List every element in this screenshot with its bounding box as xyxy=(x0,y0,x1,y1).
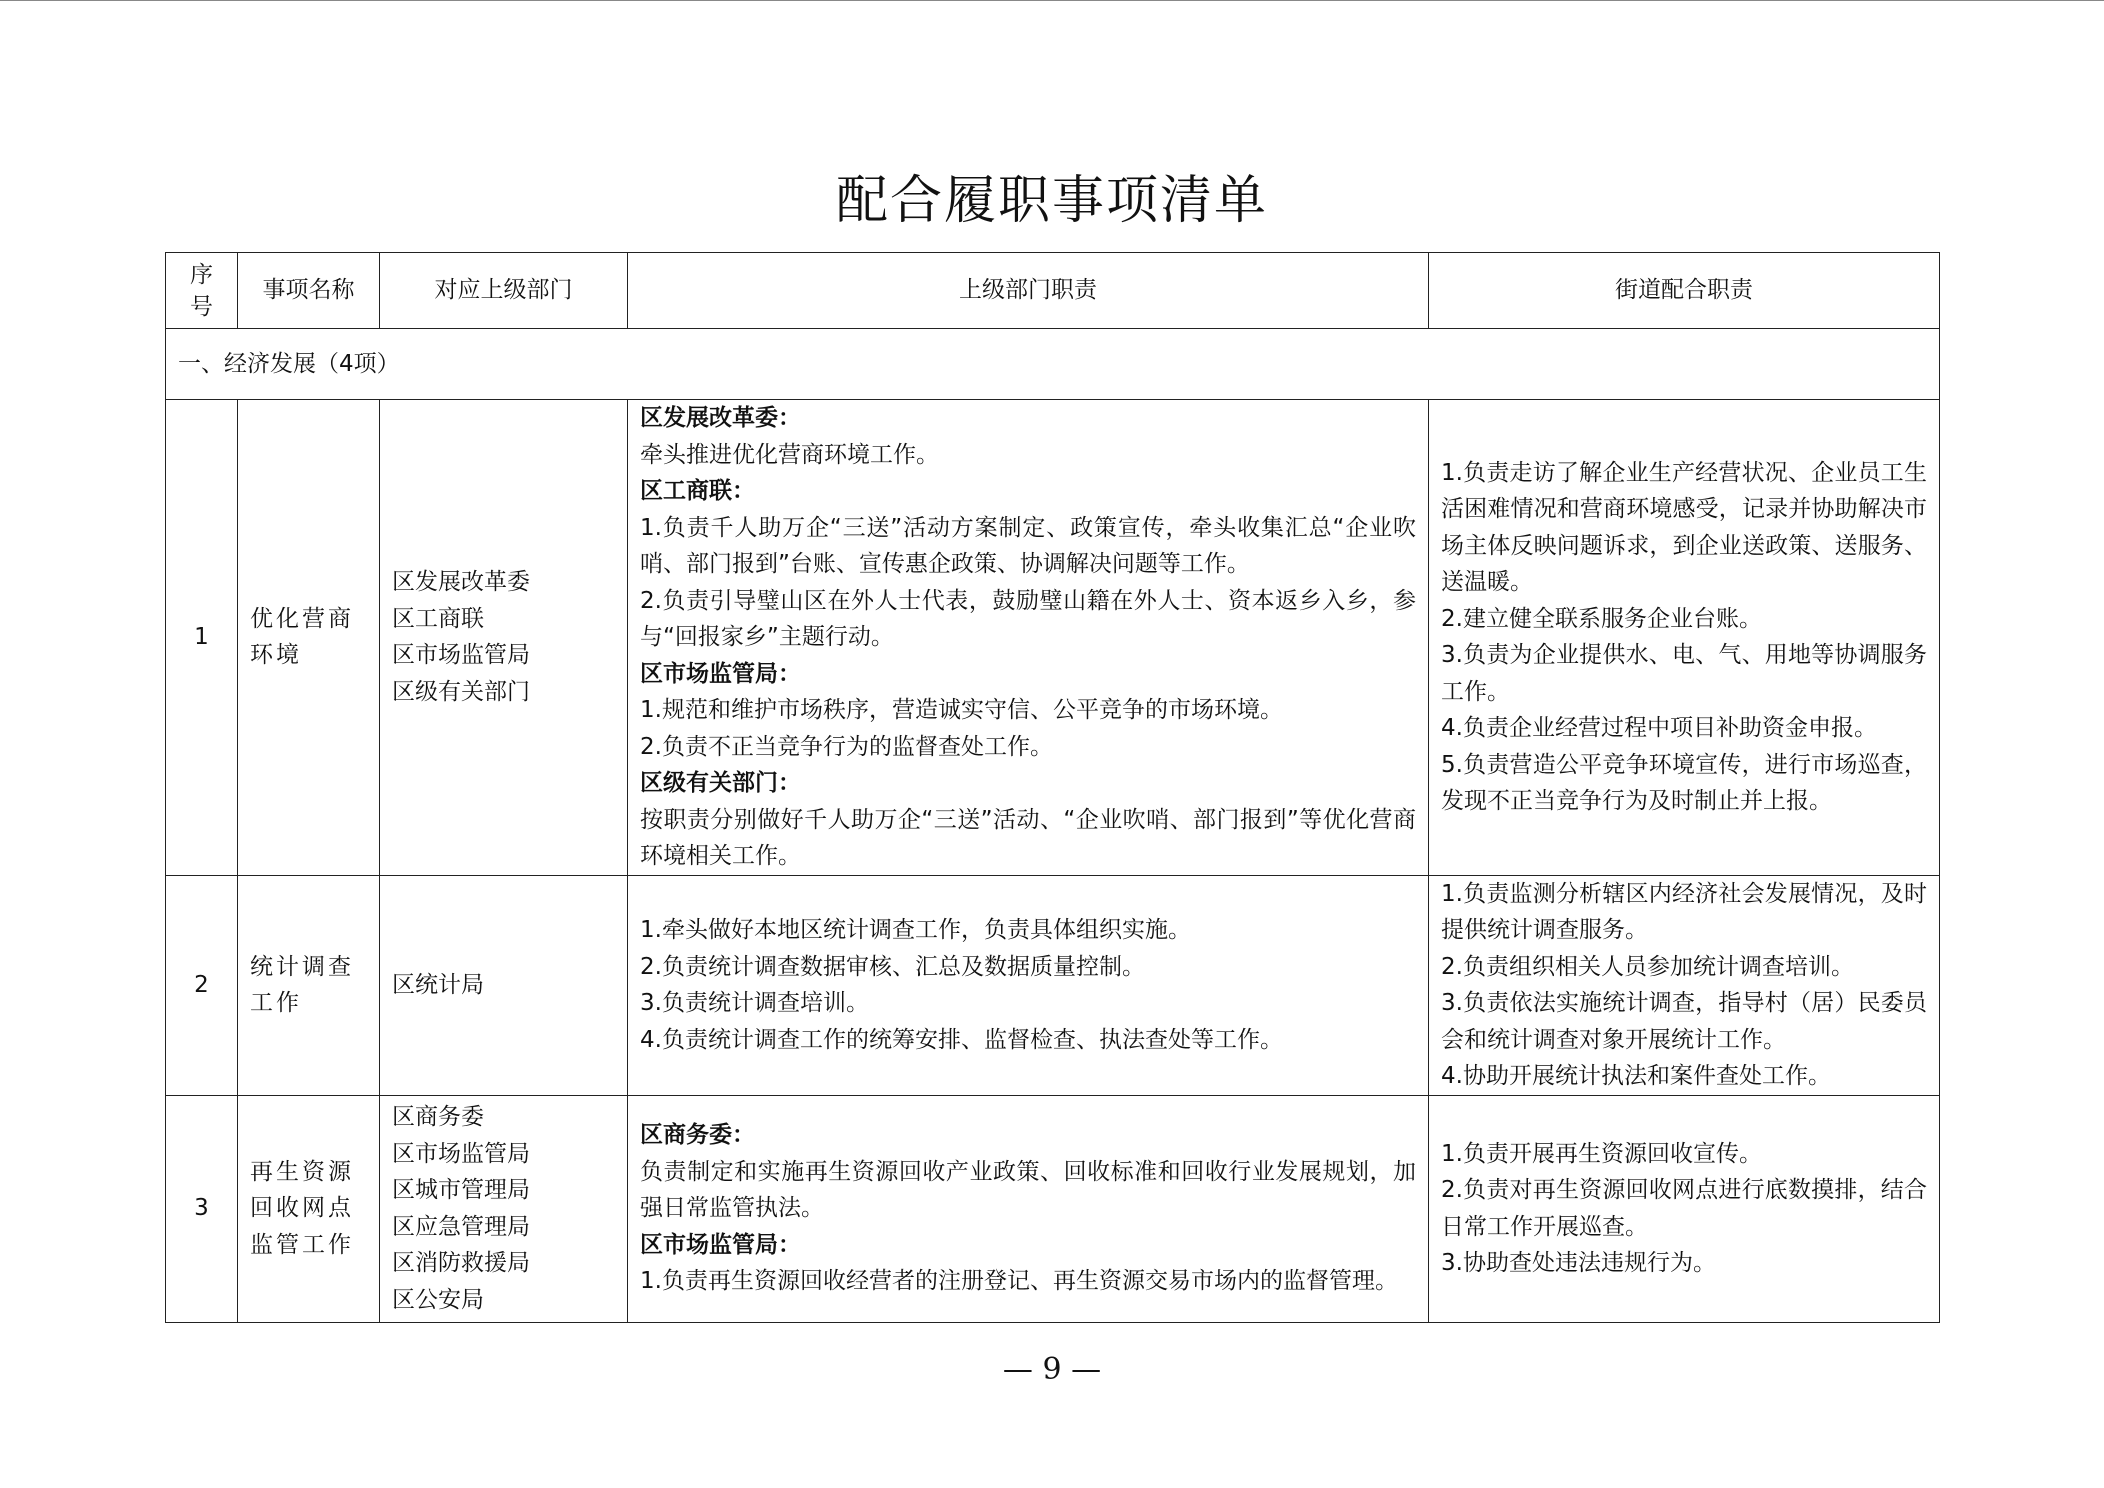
duty-text: 1.牵头做好本地区统计调查工作，负责具体组织实施。 xyxy=(640,917,1191,943)
dept-item: 区消防救援局 xyxy=(392,1250,530,1276)
duty-text: 4.负责统计调查工作的统筹安排、监督检查、执法查处等工作。 xyxy=(640,1026,1283,1053)
row-number: 3 xyxy=(166,1095,238,1322)
coop-text: 2.负责组织相关人员参加统计调查培训。 xyxy=(1441,953,1854,980)
item-name: 优化营商环境 xyxy=(238,400,380,876)
dept-item: 区商务委 xyxy=(392,1104,484,1130)
table-header-row xyxy=(166,253,1940,329)
category-label: 一、经济发展（4项） xyxy=(166,329,1940,400)
dept-item: 区级有关部门 xyxy=(392,678,530,705)
dept-list xyxy=(380,1095,628,1322)
duty-heading: 区商务委： xyxy=(640,1122,755,1149)
duty-table xyxy=(165,252,1940,1323)
duty-heading: 区工商联： xyxy=(640,478,755,504)
row-number: 1 xyxy=(166,400,238,876)
category-row xyxy=(166,329,1940,400)
header-coop: 街道配合职责 xyxy=(1429,253,1940,329)
street-duties xyxy=(1429,1095,1940,1322)
duty-text: 2.负责引导璧山区在外人士代表，鼓励璧山籍在外人士、资本返乡入乡，参与“回报家乡”主题行动。 xyxy=(640,587,1416,650)
dept-item: 区公安局 xyxy=(392,1286,484,1313)
table-row xyxy=(166,875,1940,1095)
dept-item: 区市场监管局 xyxy=(392,642,530,669)
duty-text: 按职责分别做好千人助万企“三送”活动、“企业吹哨、部门报到”等优化营商环境相关工作。 xyxy=(640,806,1416,869)
superior-duties xyxy=(628,400,1429,876)
coop-text: 3.负责为企业提供水、电、气、用地等协调服务工作。 xyxy=(1441,642,1927,705)
coop-text: 2.建立健全联系服务企业台账。 xyxy=(1441,605,1762,632)
dept-item: 区市场监管局 xyxy=(392,1140,530,1167)
superior-duties xyxy=(628,1095,1429,1322)
duty-heading: 区市场监管局： xyxy=(640,660,801,687)
coop-text: 4.负责企业经营过程中项目补助资金申报。 xyxy=(1441,715,1877,742)
coop-text: 1.负责监测分析辖区内经济社会发展情况，及时提供统计调查服务。 xyxy=(1441,880,1927,943)
dept-list xyxy=(380,875,628,1095)
street-duties xyxy=(1429,875,1940,1095)
duty-text: 负责制定和实施再生资源回收产业政策、回收标准和回收行业发展规划，加强日常监管执法。 xyxy=(640,1158,1416,1222)
duty-text: 1.负责再生资源回收经营者的注册登记、再生资源交易市场内的监督管理。 xyxy=(640,1268,1398,1295)
page-number: — 9 — xyxy=(1002,1352,1102,1387)
duty-text: 1.负责千人助万企“三送”活动方案制定、政策宣传，牵头收集汇总“企业吹哨、部门报到”台账、宣传惠企政策、协调解决问题等工作。 xyxy=(640,514,1416,577)
dept-item: 区城市管理局 xyxy=(392,1177,530,1203)
header-resp: 上级部门职责 xyxy=(628,253,1429,329)
street-duties xyxy=(1429,400,1940,876)
duty-heading: 区级有关部门： xyxy=(640,770,801,796)
page-top-border xyxy=(0,0,2104,1)
header-seq: 序 号 xyxy=(166,253,238,329)
duty-heading: 区发展改革委： xyxy=(640,405,801,431)
coop-text: 5.负责营造公平竞争环境宣传，进行市场巡查，发现不正当竞争行为及时制止并上报。 xyxy=(1441,751,1927,815)
dept-item: 区应急管理局 xyxy=(392,1213,530,1240)
row-number: 2 xyxy=(166,875,238,1095)
coop-text: 3.协助查处违法违规行为。 xyxy=(1441,1250,1716,1276)
duty-text: 1.规范和维护市场秩序，营造诚实守信、公平竞争的市场环境。 xyxy=(640,697,1283,723)
page-title: 配合履职事项清单 xyxy=(835,171,1268,231)
coop-text: 2.负责对再生资源回收网点进行底数摸排，结合日常工作开展巡查。 xyxy=(1441,1177,1927,1240)
duty-text: 牵头推进优化营商环境工作。 xyxy=(640,441,939,468)
coop-text: 3.负责依法实施统计调查，指导村（居）民委员会和统计调查对象开展统计工作。 xyxy=(1441,990,1927,1053)
table-row xyxy=(166,1095,1940,1322)
item-name: 统计调查工作 xyxy=(238,875,380,1095)
dept-list xyxy=(380,400,628,876)
header-dept: 对应上级部门 xyxy=(380,253,628,329)
duty-heading: 区市场监管局： xyxy=(640,1231,801,1258)
dept-item: 区发展改革委 xyxy=(392,569,530,596)
duty-text: 2.负责统计调查数据审核、汇总及数据质量控制。 xyxy=(640,953,1145,980)
coop-text: 1.负责走访了解企业生产经营状况、企业员工生活困难情况和营商环境感受，记录并协助解决市场主体反映问题诉求，到企业送政策、送服务、送温暖。 xyxy=(1441,459,1927,596)
coop-text: 1.负责开展再生资源回收宣传。 xyxy=(1441,1140,1762,1167)
coop-text: 4.协助开展统计执法和案件查处工作。 xyxy=(1441,1063,1831,1089)
dept-item: 区工商联 xyxy=(392,605,484,632)
table-row xyxy=(166,400,1940,876)
superior-duties xyxy=(628,875,1429,1095)
duty-text: 2.负责不正当竞争行为的监督查处工作。 xyxy=(640,733,1053,760)
dept-item: 区统计局 xyxy=(392,971,484,998)
header-name: 事项名称 xyxy=(238,253,380,329)
duty-text: 3.负责统计调查培训。 xyxy=(640,990,869,1016)
item-name: 再生资源回收网点监管工作 xyxy=(238,1095,380,1322)
